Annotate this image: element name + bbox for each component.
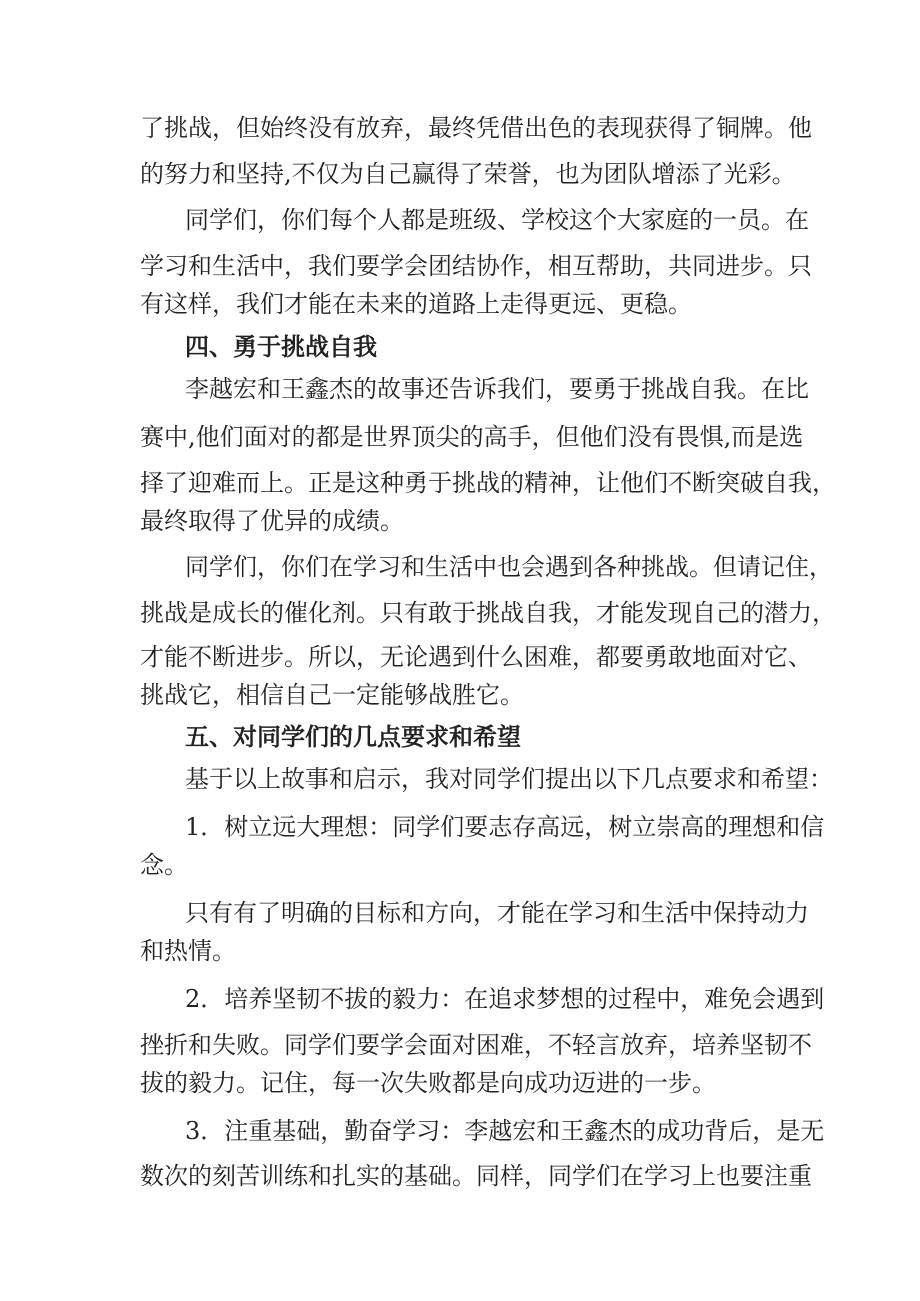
- body-line: 念。: [140, 851, 188, 879]
- body-line: 挑战它，相信自己一定能够战胜它。: [140, 681, 524, 709]
- paragraph-first-line: 基于以上故事和启示，我对同学们提出以下几点要求和希望：: [185, 765, 833, 793]
- paragraph-first-line: 同学们，你们每个人都是班级、学校这个大家庭的一员。在: [185, 206, 809, 234]
- body-line: 赛中,他们面对的都是世界顶尖的高手，但他们没有畏惧,而是选: [140, 423, 804, 451]
- paragraph-first-line: 李越宏和王鑫杰的故事还告诉我们，要勇于挑战自我。在比: [185, 375, 809, 403]
- list-item-3: 3．注重基础，勤奋学习：李越宏和王鑫杰的成功背后，是无: [185, 1117, 825, 1145]
- list-item-2: 2．培养坚韧不拔的毅力：在追求梦想的过程中，难免会遇到: [185, 985, 825, 1013]
- body-line: 和热情。: [140, 937, 236, 965]
- body-line: 最终取得了优异的成绩。: [140, 507, 404, 535]
- body-line: 学习和生活中，我们要学会团结协作，相互帮助，共同进步。只: [140, 252, 812, 280]
- body-line: 挫折和失败。同学们要学会面对困难，不轻言放弃，培养坚韧不: [140, 1031, 812, 1059]
- body-line: 挑战是成长的催化剂。只有敢于挑战自我，才能发现自己的潜力，: [140, 599, 836, 627]
- paragraph-first-line: 只有有了明确的目标和方向，才能在学习和生活中保持动力: [185, 899, 809, 927]
- body-line: 了挑战，但始终没有放弃，最终凭借出色的表现获得了铜牌。他: [140, 114, 812, 142]
- body-line: 数次的刻苦训练和扎实的基础。同样，同学们在学习上也要注重: [140, 1162, 812, 1190]
- list-item-1: 1．树立远大理想：同学们要志存高远，树立崇高的理想和信: [185, 813, 825, 841]
- body-line: 择了迎难而上。正是这种勇于挑战的精神，让他们不断突破自我，: [140, 469, 836, 497]
- section-heading: 四、勇于挑战自我: [185, 333, 377, 361]
- section-heading: 五、对同学们的几点要求和希望: [185, 723, 521, 751]
- paragraph-first-line: 同学们，你们在学习和生活中也会遇到各种挑战。但请记住，: [185, 553, 833, 581]
- body-line: 才能不断进步。所以，无论遇到什么困难，都要勇敢地面对它、: [140, 643, 812, 671]
- body-line: 的努力和坚持,不仅为自己赢得了荣誉，也为团队增添了光彩。: [140, 160, 796, 188]
- body-line: 拔的毅力。记住，每一次失败都是向成功迈进的一步。: [140, 1069, 716, 1097]
- body-line: 有这样，我们才能在未来的道路上走得更远、更稳。: [140, 290, 692, 318]
